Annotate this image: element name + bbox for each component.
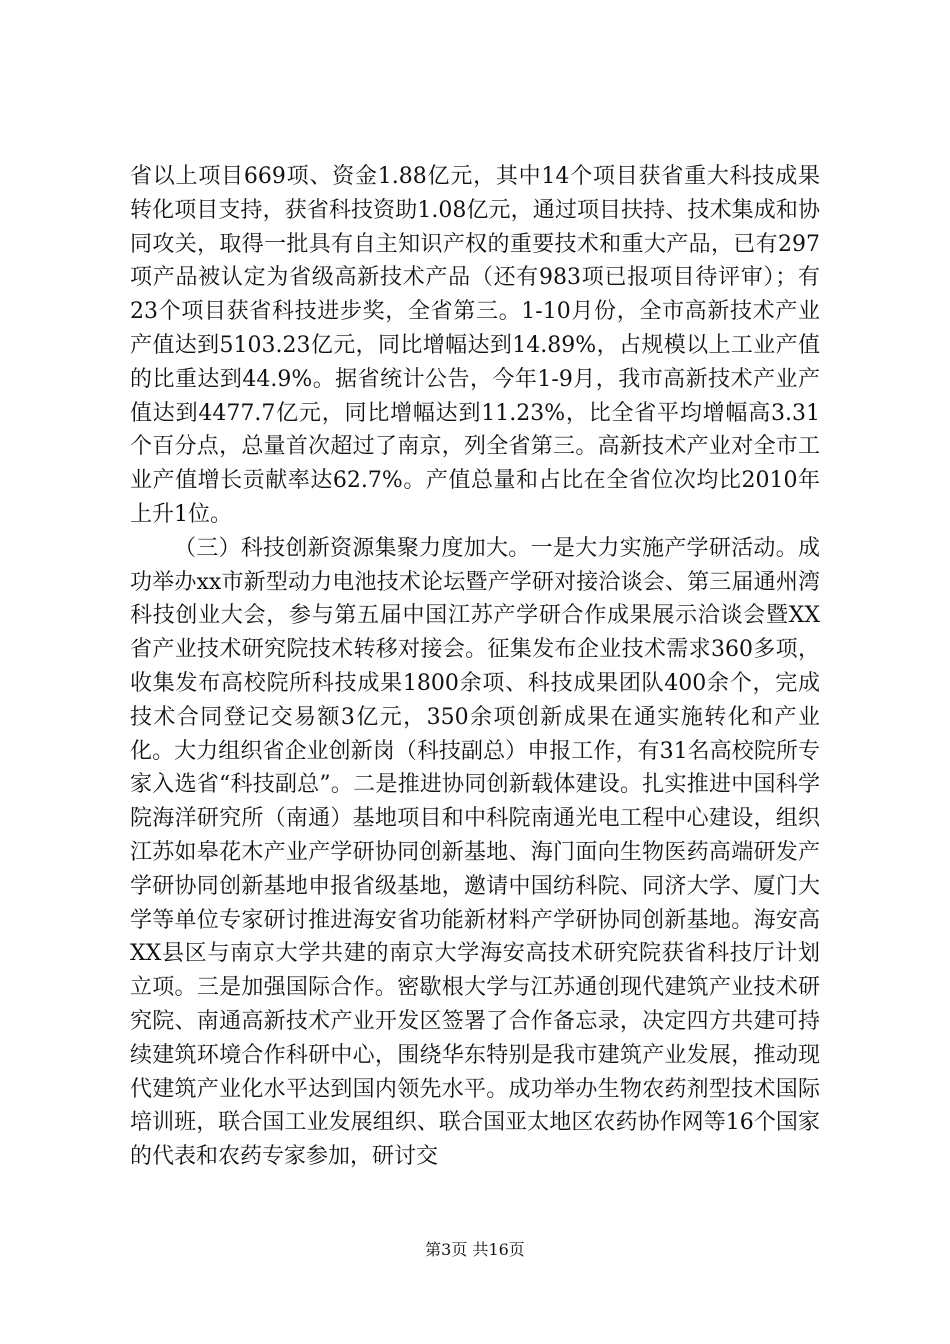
paragraph-2: （三）科技创新资源集聚力度加大。一是大力实施产学研活动。成功举办xx市新型动力电池技术论坛暨产学研对接洽谈会、第三届通州湾科技创业大会，参与第五届中国江苏产学研合作成果展示洽谈会暨XX省产业技术研究院技术转移对接会。征集发布企业技术需求360多项，收集发布高校院所科技成果1800余项、科技成果团队400余个，完成技术合同登记交易额3亿元，350余项创新成果在通实施转化和产业化。大力组织省企业创新岗（科技副总）申报工作，有31名高校院所专家入选省“科技副总”。二是推进协同创新载体建设。扎实推进中国科学院海洋研究所（南通）基地项目和中科院南通光电工程中心建设，组织江苏如皋花木产业产学研协同创新基地、海门面向生物医药高端研发产学研协同创新基地申报省级基地，邀请中国纺科院、同济大学、厦门大学等单位专家研讨推进海安省功能新材料产学研协同创新基地。海安高XX县区与南京大学共建的南京大学海安高技术研究院获省科技厅计划立项。三是加强国际合作。密歇根大学与江苏通创现代建筑产业技术研究院、南通高新技术产业开发区签署了合作备忘录，决定四方共建可持续建筑环境合作科研中心，围绕华东特别是我市建筑产业发展，推动现代建筑产业化水平达到国内领先水平。成功举办生物农药剂型技术国际培训班，联合国工业发展组织、联合国亚太地区农药协作网等16个国家的代表和农药专家参加，研讨交: [130, 535, 820, 1170]
page-number: 第3页 共16页: [425, 1240, 525, 1259]
document-body: [130, 160, 820, 1174]
page-footer: [0, 1240, 950, 1260]
paragraph-1: 省以上项目669项、资金1.88亿元，其中14个项目获省重大科技成果转化项目支持，获省科技资助1.08亿元，通过项目扶持、技术集成和协同攻关，取得一批具有自主知识产权的重要技术和重大产品，已有297项产品被认定为省级高新技术产品（还有983项已报项目待评审）；有23个项目获省科技进步奖，全省第三。1-10月份，全市高新技术产业产值达到5103.23亿元，同比增幅达到14.89%，占规模以上工业产值的比重达到44.9%。据省统计公告，今年1-9月，我市高新技术产业产值达到4477.7亿元，同比增幅达到11.23%，比全省平均增幅高3.31个百分点，总量首次超过了南京，列全省第三。高新技术产业对全市工业产值增长贡献率达62.7%。产值总量和占比在全省位次均比2010年上升1位。: [130, 164, 820, 527]
